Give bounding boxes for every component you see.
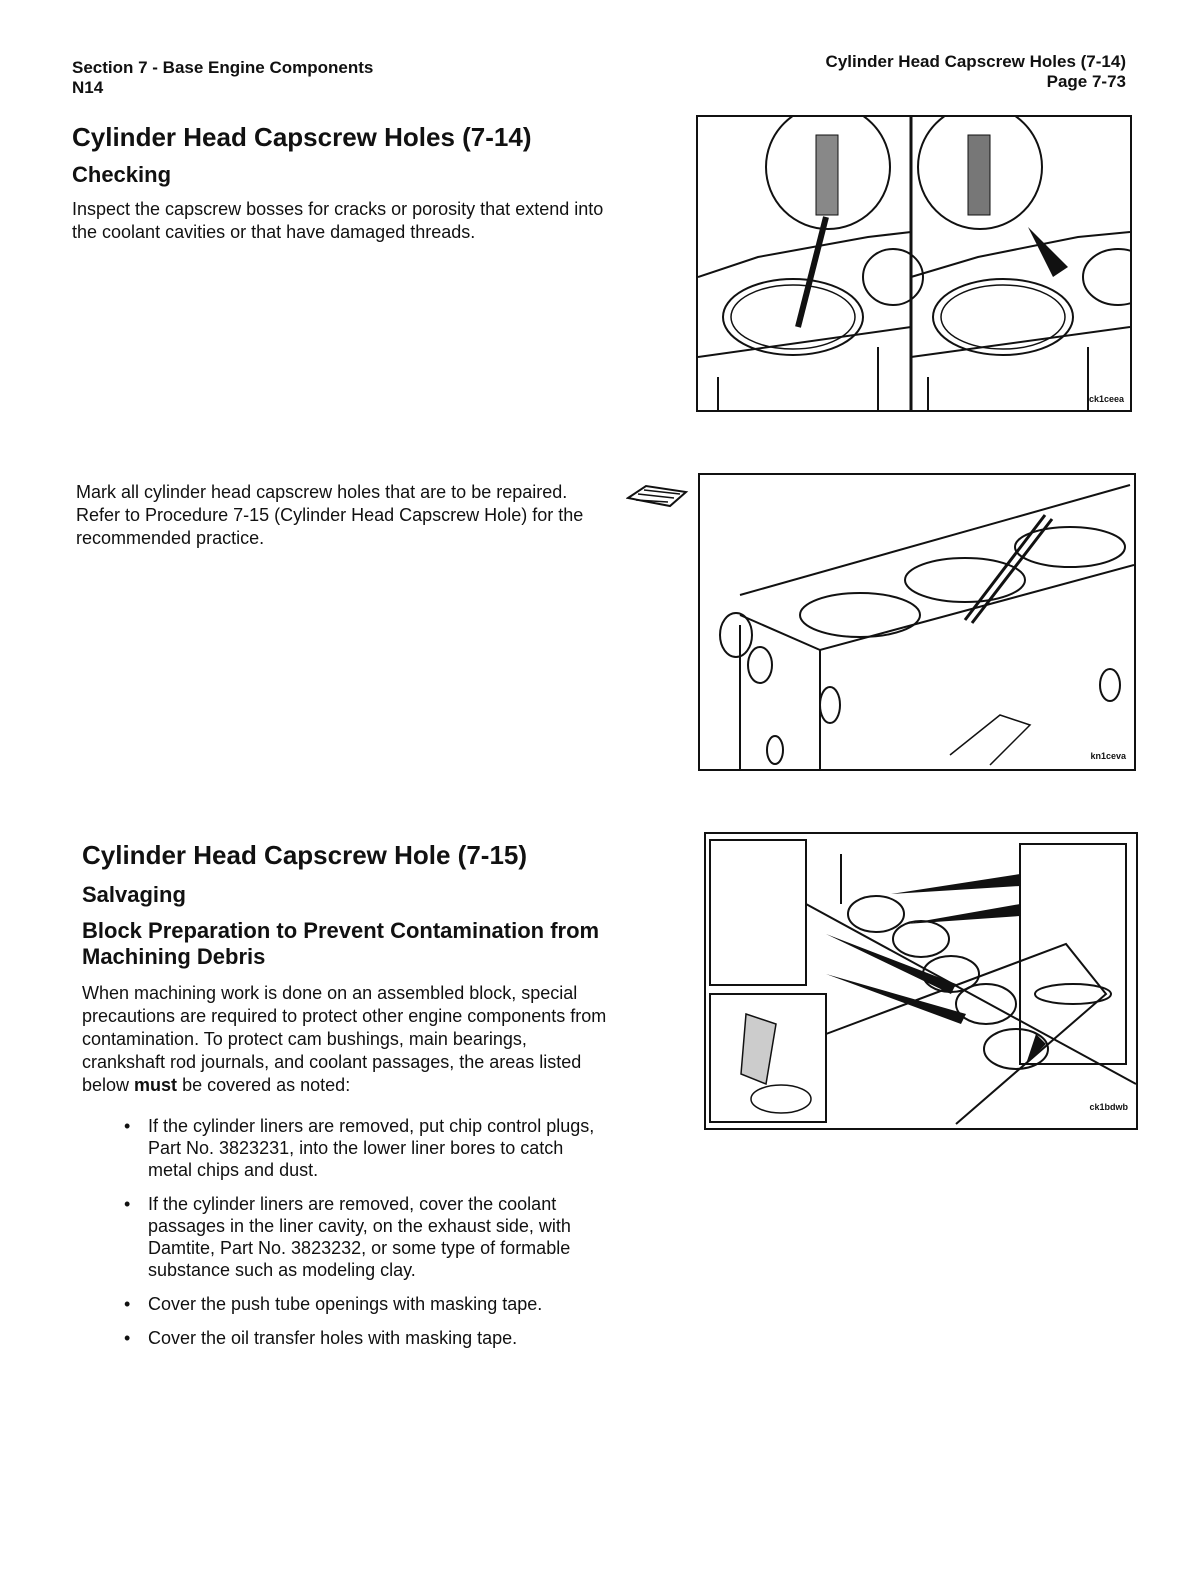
block-marking-illustration	[700, 475, 1134, 769]
bullet-icon: •	[124, 1294, 131, 1314]
capscrew-boss-illustration	[698, 117, 1130, 410]
marking-tool-icon	[626, 480, 690, 515]
figure-code: kn1ceva	[1090, 751, 1126, 761]
sub-heading: Block Preparation to Prevent Contamination from Machining Debris	[82, 918, 600, 969]
procedure-title: Cylinder Head Capscrew Hole (7-15)	[82, 840, 528, 870]
mark-holes-paragraph: Mark all cylinder head capscrew holes that are to be repaired. Refer to Procedure 7-15 (Cylinder Head Capscrew Hole) for the recommended practice.	[76, 482, 584, 548]
page-number: Page 7-73	[1046, 72, 1126, 91]
page-header-right	[826, 52, 1126, 92]
paragraph-text-1: When machining work is done on an assembled block, special precautions are required to protect other engine components from contamination. To protect cam bushings, main bearings, crankshaft rod journals, and coolant passages, the areas listed below	[82, 983, 607, 1095]
page-header-left	[72, 58, 373, 98]
section-mark-holes	[76, 481, 608, 550]
section-checking	[72, 122, 607, 244]
list-item: • Cover the oil transfer holes with masking tape.	[124, 1328, 518, 1348]
section-name: Section 7 - Base Engine Components	[72, 58, 374, 77]
figure-code: ck1bdwb	[1089, 1102, 1128, 1112]
header-procedure-title: Cylinder Head Capscrew Holes (7-14)	[825, 52, 1126, 71]
engine-model: N14	[72, 78, 104, 97]
list-item: • If the cylinder liners are removed, put chip control plugs, Part No. 3823231, into the lower liner bores to catch metal chips and dust.	[124, 1116, 595, 1180]
precautions-list	[124, 1115, 612, 1349]
bullet-icon: •	[124, 1116, 131, 1136]
figure-capscrew-boss-inspection	[696, 115, 1132, 412]
procedure-subtitle: Salvaging	[82, 882, 186, 907]
list-item: • If the cylinder liners are removed, cover the coolant passages in the liner cavity, on the exhaust side, with Damtite, Part No. 3823232, or some type of formable substance such as modeling clay.	[124, 1194, 571, 1280]
salvaging-paragraph	[82, 982, 612, 1097]
bullet-icon: •	[124, 1328, 131, 1348]
block-preparation-illustration	[706, 834, 1136, 1128]
checking-paragraph: Inspect the capscrew bosses for cracks or porosity that extend into the coolant cavities or that have damaged threads.	[72, 199, 604, 242]
section-salvaging	[82, 840, 612, 1361]
procedure-title: Cylinder Head Capscrew Holes (7-14)	[72, 122, 532, 152]
figure-mark-capscrew-holes	[698, 473, 1136, 771]
bullet-icon: •	[124, 1194, 131, 1214]
figure-block-preparation	[704, 832, 1138, 1130]
list-item: • Cover the push tube openings with masking tape.	[124, 1294, 543, 1314]
figure-code: ck1ceea	[1088, 394, 1124, 404]
procedure-subtitle: Checking	[72, 162, 172, 187]
paragraph-text-2: be covered as noted:	[182, 1075, 351, 1095]
paragraph-emphasis: must	[134, 1075, 178, 1095]
